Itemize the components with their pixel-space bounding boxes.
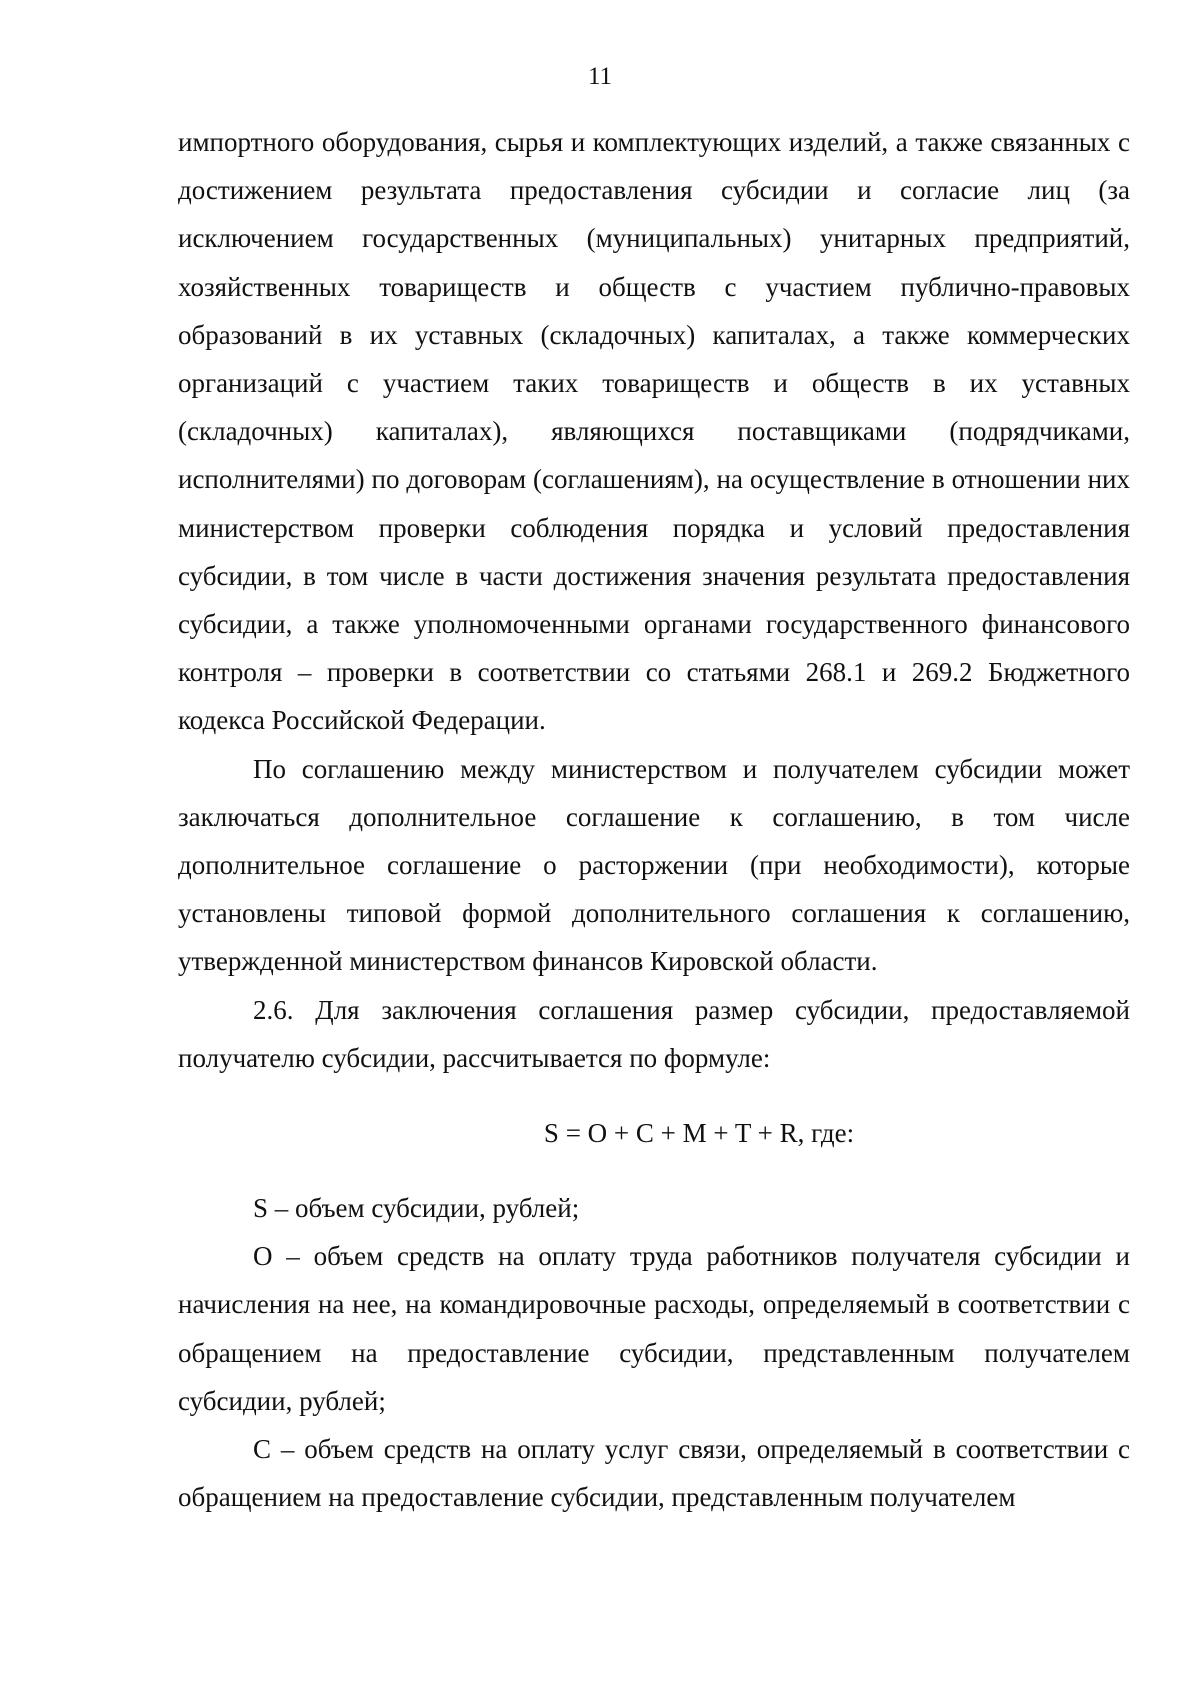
- paragraph-2-6: 2.6. Для заключения соглашения размер субсидии, предоставляемой получателю субсидии, рассчитывается по формуле:: [178, 994, 1130, 1073]
- definition-o: O – объем средств на оплату труда работников получателя субсидии и начисления на нее, на командировочные расходы, определяемый в соответствии с обращением на предоставление субсидии, представленным получателем субсидии, рублей;: [178, 1241, 1130, 1416]
- definition-s: S – объем субсидии, рублей;: [253, 1193, 580, 1224]
- paragraph-additional-agreement: По соглашению между министерством и получателем субсидии может заключаться дополнительное соглашение к соглашению, в том числе дополнительное соглашение о расторжении (при необходимости), которые установлены типовой формой дополнительного соглашения к соглашению, утвержденной министерством финансов Кировской области.: [178, 753, 1130, 977]
- definition-c: C – объем средств на оплату услуг связи, определяемый в соответствии с обращением на предоставление субсидии, представленным получателем: [178, 1434, 1130, 1513]
- subsidy-formula: S = O + C + M + T + R, где:: [543, 1118, 855, 1149]
- document-body: [178, 118, 1130, 1521]
- paragraph-continuation: импортного оборудования, сырья и комплектующих изделий, а также связанных с достижением результата предоставления субсидии и согласие лиц (за исключением государственных (муниципальных) унитарных предприятий, хозяйственных товариществ и обществ с участием публично-правовых образований в их уставных (складочных) капиталах, а также коммерческих организаций с участием таких товариществ и обществ в их уставных (складочных) капиталах), являющихся поставщиками (подрядчиками, исполнителями) по договорам (соглашениям), на осуществление в отношении них министерством проверки соблюдения порядка и условий предоставления субсидии, в том числе в части достижения значения результата предоставления субсидии, а также уполномоченными органами государственного финансового контроля – проверки в соответствии со статьями 268.1 и 269.2 Бюджетного кодекса Российской Федерации.: [178, 127, 1130, 736]
- page-number: 11: [587, 63, 613, 90]
